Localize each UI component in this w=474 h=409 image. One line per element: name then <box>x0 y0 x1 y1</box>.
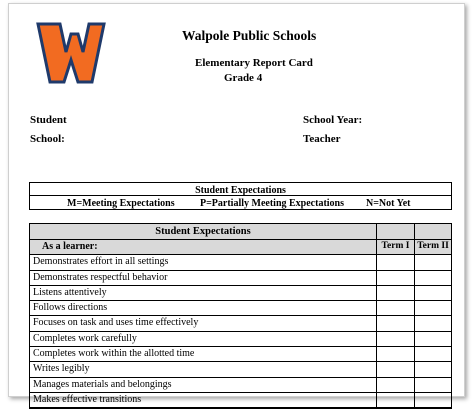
term1-cell[interactable] <box>376 255 415 269</box>
table-row <box>30 255 451 270</box>
table-row <box>30 316 451 331</box>
row-label: Follows directions <box>33 302 108 314</box>
table-row <box>30 378 451 393</box>
table-row <box>30 362 451 377</box>
school-year-label: School Year: <box>303 114 363 126</box>
term1-cell[interactable] <box>376 362 415 376</box>
row-label: Writes legibly <box>33 363 90 375</box>
term2-cell[interactable] <box>414 316 451 330</box>
school-label: School: <box>30 133 65 145</box>
legend-meeting: M=Meeting Expectations <box>67 198 175 209</box>
term2-cell[interactable] <box>414 271 451 285</box>
grid-title-row <box>30 224 451 240</box>
table-row <box>30 286 451 301</box>
table-row <box>30 332 451 347</box>
table-row <box>30 347 451 362</box>
walpole-w-logo <box>36 22 106 84</box>
table-row <box>30 271 451 286</box>
teacher-label: Teacher <box>303 133 341 145</box>
term1-cell[interactable] <box>376 316 415 330</box>
student-label: Student <box>30 114 67 126</box>
expectations-legend <box>29 182 452 210</box>
grid-header-row <box>30 240 451 255</box>
term1-cell[interactable] <box>376 332 415 346</box>
row-label: Focuses on task and uses time effectively <box>33 317 199 329</box>
term2-header: Term II <box>414 240 451 254</box>
legend-title: Student Expectations <box>195 185 286 196</box>
term2-cell[interactable] <box>414 347 451 361</box>
term2-cell[interactable] <box>414 332 451 346</box>
grade-label: Grade 4 <box>224 72 263 84</box>
grid-title-term2-cell <box>414 224 451 239</box>
table-row <box>30 393 451 408</box>
legend-not-yet: N=Not Yet <box>366 198 411 209</box>
report-card-title: Elementary Report Card <box>195 57 313 69</box>
term1-header: Term I <box>376 240 414 254</box>
grid-title: Student Expectations <box>155 226 251 237</box>
legend-divider <box>30 195 451 196</box>
term1-cell[interactable] <box>376 393 415 407</box>
school-name-heading: Walpole Public Schools <box>182 28 317 43</box>
term2-cell[interactable] <box>414 362 451 376</box>
row-label: Manages materials and belongings <box>33 378 172 390</box>
row-label: Completes work carefully <box>33 332 137 344</box>
term1-cell[interactable] <box>376 286 415 300</box>
term2-cell[interactable] <box>414 255 451 269</box>
term2-cell[interactable] <box>414 378 451 392</box>
legend-partial: P=Partially Meeting Expectations <box>200 198 345 209</box>
term1-cell[interactable] <box>376 378 415 392</box>
term2-cell[interactable] <box>414 393 451 407</box>
expectations-grid <box>29 223 452 409</box>
row-label: Demonstrates effort in all settings <box>33 256 169 268</box>
section-label: As a learner: <box>42 241 98 252</box>
term1-cell[interactable] <box>376 301 415 315</box>
grid-title-term1-cell <box>376 224 415 239</box>
report-card-page <box>8 3 465 405</box>
term1-cell[interactable] <box>376 271 415 285</box>
term2-cell[interactable] <box>414 301 451 315</box>
term1-cell[interactable] <box>376 347 415 361</box>
row-label: Listens attentively <box>33 286 107 298</box>
term2-cell[interactable] <box>414 286 451 300</box>
row-label: Makes effective transitions <box>33 393 142 405</box>
row-label: Completes work within the allotted time <box>33 348 195 360</box>
table-row <box>30 301 451 316</box>
row-label: Demonstrates respectful behavior <box>33 271 168 283</box>
